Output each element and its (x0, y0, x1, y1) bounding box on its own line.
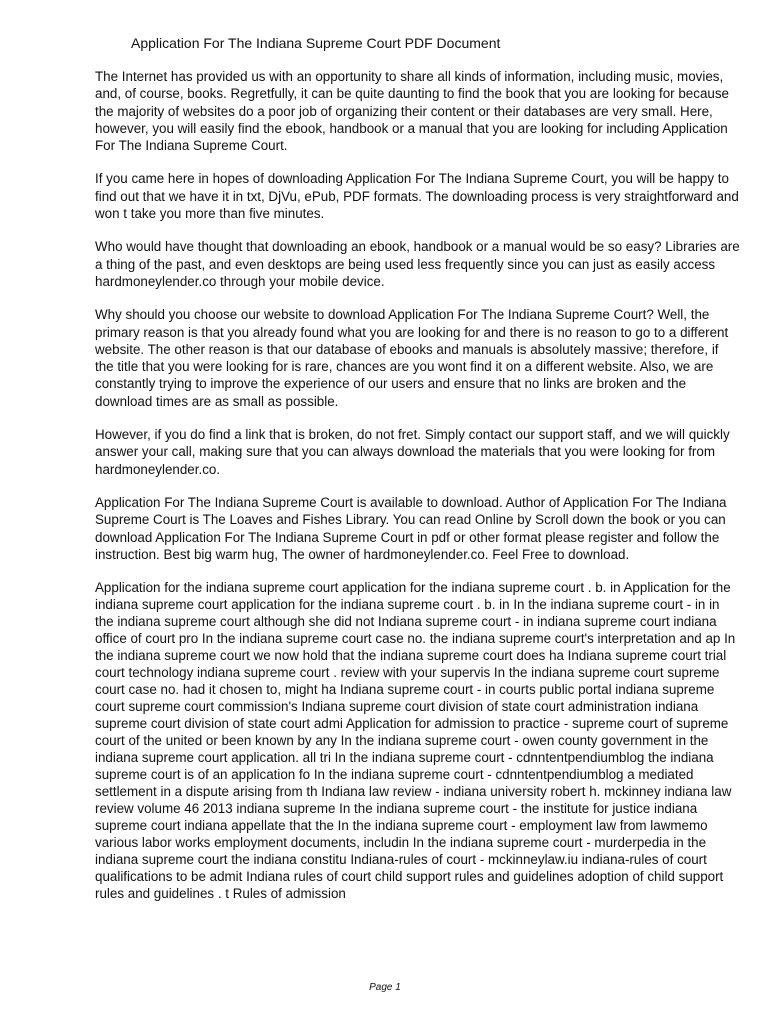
paragraph-keywords: Application for the indiana supreme court application for the indiana supreme court . b. in Application for the indiana supreme court application for the indiana supreme court . b. in In the indiana supreme court - in in the indiana supreme court although she did not Indiana supreme court - in indiana supreme court indiana office of court pro In the indiana supreme court case no. the indiana supreme court's interpretation and ap In the indiana supreme court we now hold that the indiana supreme court does ha Indiana supreme court trial court technology indiana supreme court . review with your supervis In the indiana supreme court supreme court case no. had it chosen to, might ha Indiana supreme court - in courts public portal indiana supreme court supreme court commission's Indiana supreme court division of state court administration indiana supreme court division of state court admi Application for admission to practice - supreme court of supreme court of the united or been known by any In the indiana supreme court - owen county government in the indiana supreme court application. all tri In the indiana supreme court - cdnntentpendiumblog the indiana supreme court is of an application fo In the indiana supreme court - cdnntentpendiumblog a mediated settlement in a dispute arising from th Indiana law review - indiana university robert h. mckinney indiana law review volume 46 2013 indiana supreme In the indiana supreme court - the institute for justice indiana supreme court indiana appellate that the In the indiana supreme court - employment law from lawmemo various labor works employment documents, includin In the indiana supreme court - murderpedia in the indiana supreme court the indiana constitu Indiana-rules of court - mckinneylaw.iu indiana-rules of court qualifications to be admit Indiana rules of court child support rules and guidelines adoption of child support rules and guidelines . t Rules of admission (95, 580, 736, 902)
paragraph-formats: If you came here in hopes of downloading Application For The Indiana Supreme Court, you will be happy to find out that we have it in txt, DjVu, ePub, PDF formats. The downloading process is very straightforward and won t take you more than five minutes. (95, 171, 739, 222)
paragraph-easy-download: Who would have thought that downloading an ebook, handbook or a manual would be so easy? Libraries are a thing of the past, and even desktops are being used less frequently since you can just as easily access hardmoneylender.co through your mobile device. (95, 239, 740, 289)
paragraph-why-choose: Why should you choose our website to download Application For The Indiana Supreme Court? Well, the primary reason is that you already found what you are looking for and there is no reason to go to a different website. The other reason is that our database of ebooks and manuals is absolutely massive; therefore, if the title that you were looking for is rare, chances are you wont find it on a different website. Also, we are constantly trying to improve the experience of our users and ensure that no links are broken and the download times are as small as possible. (95, 307, 729, 409)
paragraph-broken-link: However, if you do find a link that is broken, do not fret. Simply contact our support staff, and we will quickly answer your call, making sure that you can always download the materials that you were looking for from hardmoneylender.co. (95, 427, 730, 477)
document-body (95, 68, 740, 902)
paragraph-intro: The Internet has provided us with an opportunity to share all kinds of information, including music, movies, and, of course, books. Regretfully, it can be quite daunting to find the book that you are looking for because the majority of websites do a poor job of organizing their content or their databases are very small. Here, however, you will easily find the ebook, handbook or a manual that you are looking for including Application For The Indiana Supreme Court. (95, 69, 729, 154)
document-title: Application For The Indiana Supreme Court PDF Document (131, 35, 501, 51)
paragraph-availability: Application For The Indiana Supreme Court is available to download. Author of Application For The Indiana Supreme Court is The Loaves and Fishes Library. You can read Online by Scroll down the book or you can download Application For The Indiana Supreme Court in pdf or other format please register and follow the instruction. Best big warm hug, The owner of hardmoneylender.co. Feel Free to download. (95, 494, 727, 562)
page-number: Page 1 (369, 982, 401, 993)
